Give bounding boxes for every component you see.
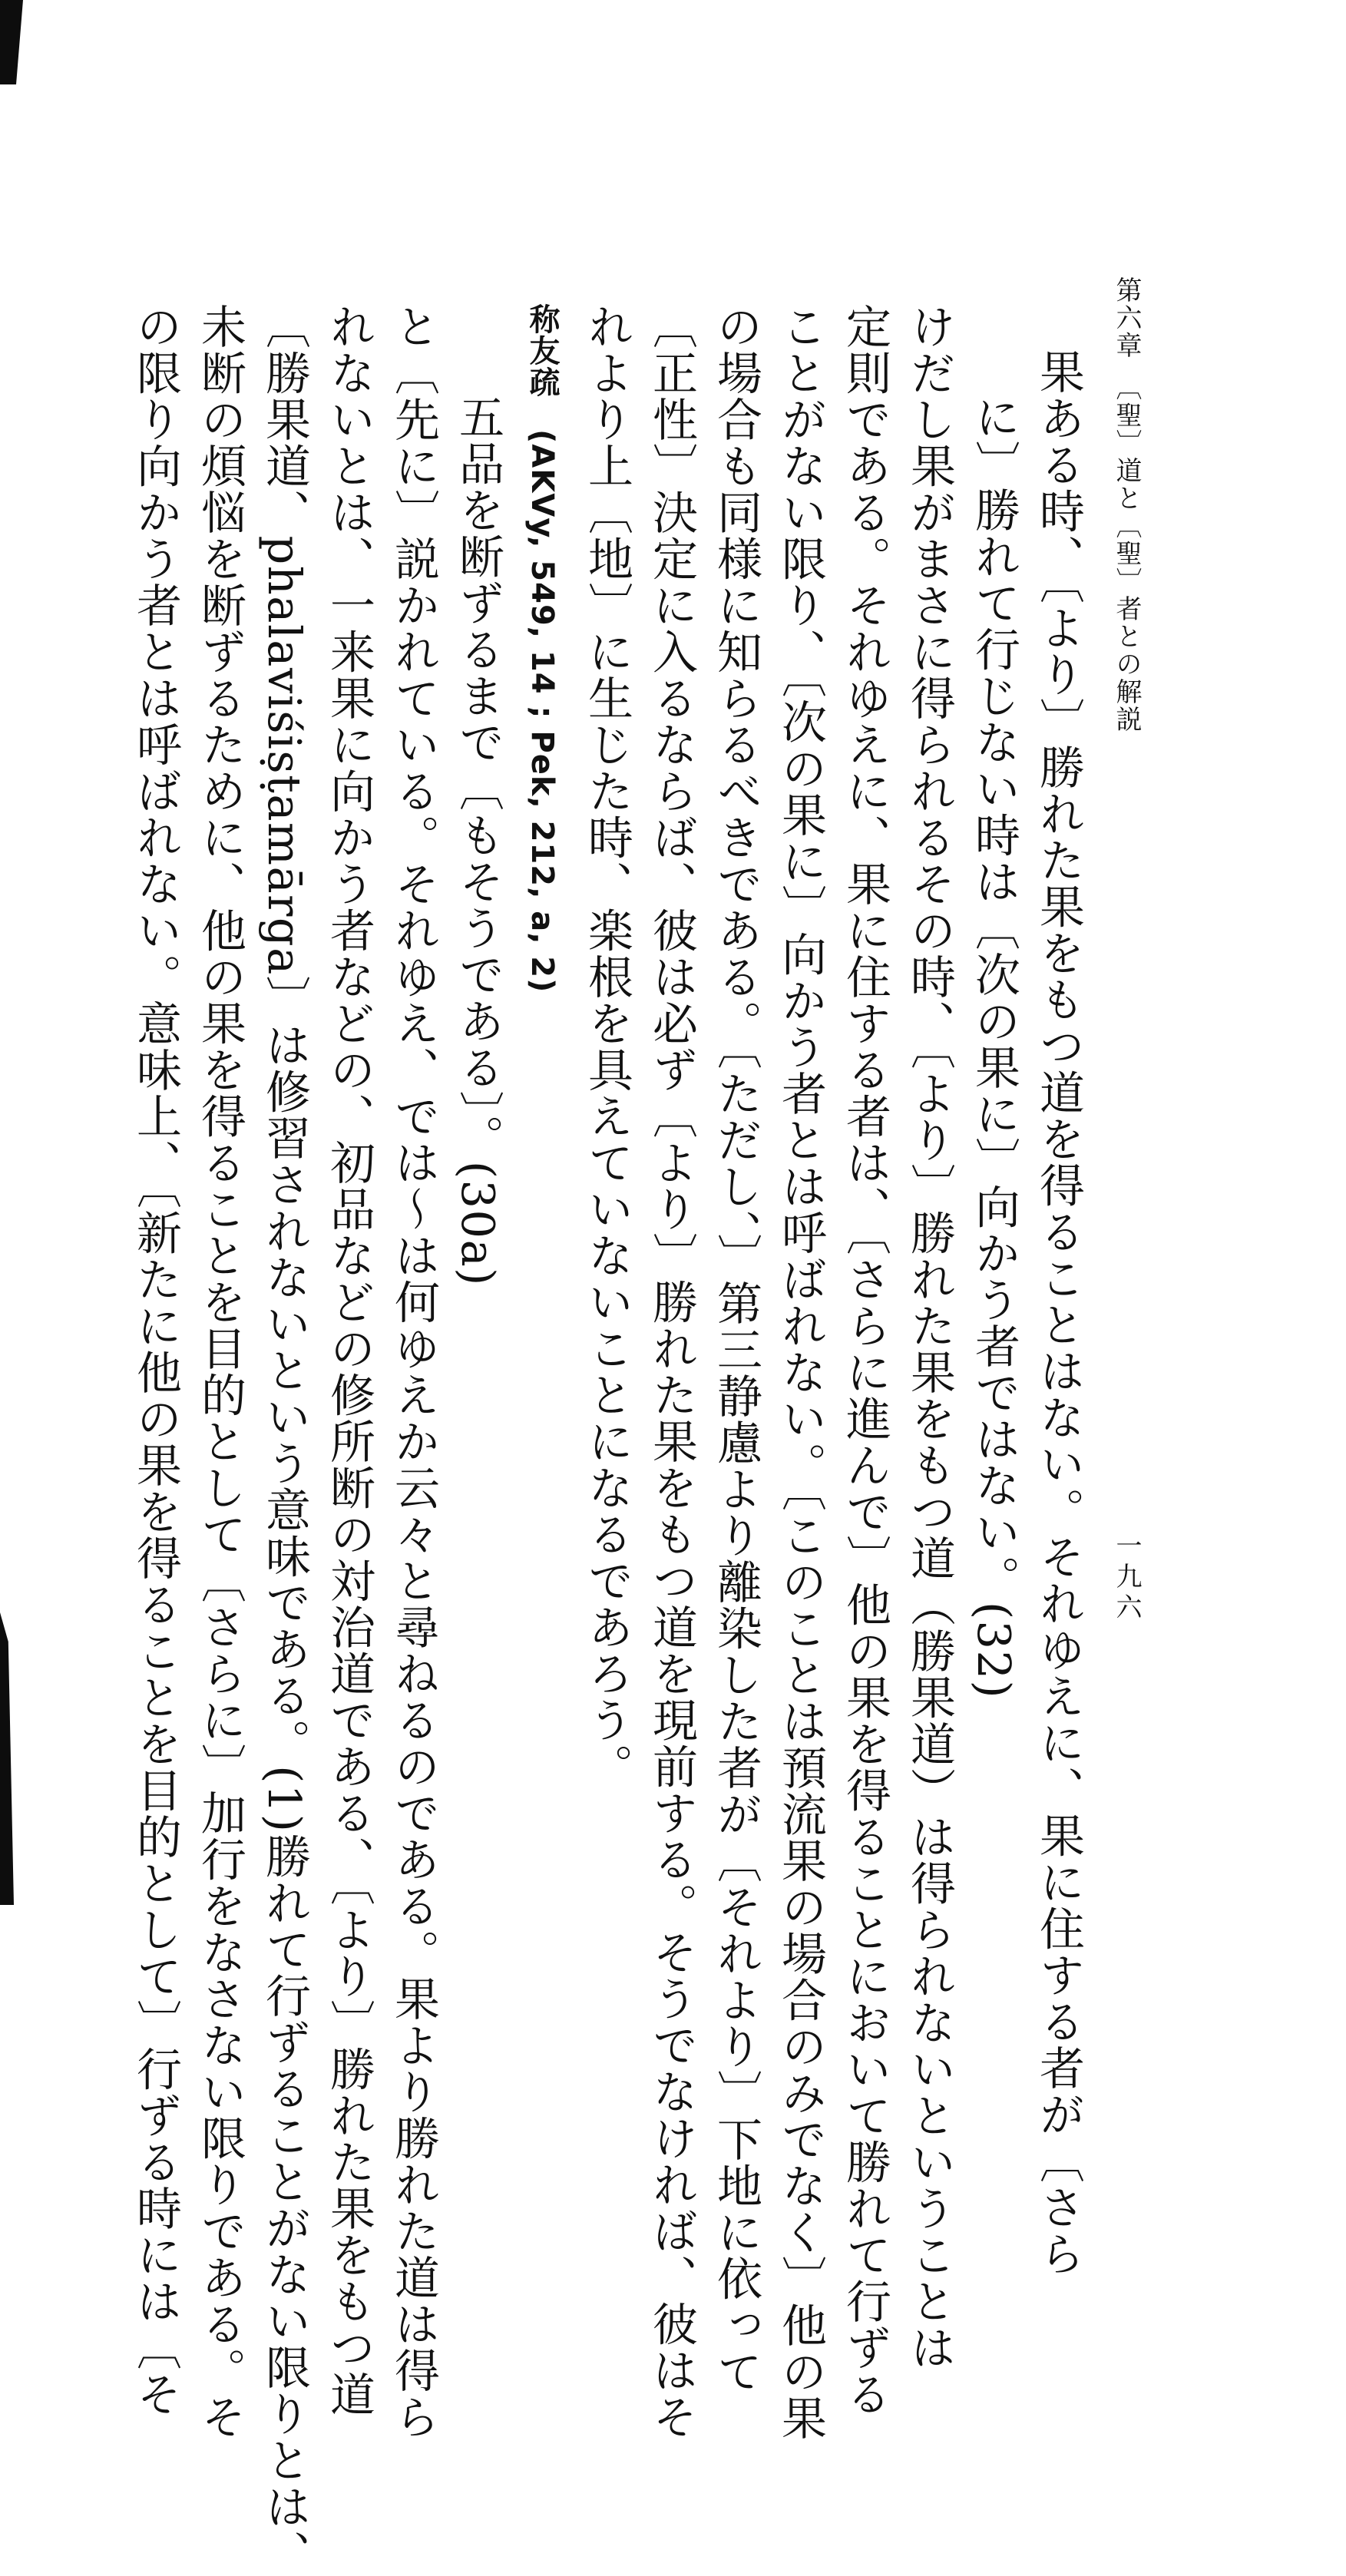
scan-edge-top — [0, 0, 23, 84]
text-line: れないとは、一来果に向かう者などの、初品などの修所断の対治道である、〔より〕勝れた果をもつ道 — [322, 303, 375, 2418]
verse-line: 果ある時、〔より〕勝れた果をもつ道を得ることはない。それゆえに、果に住する者が〔さら — [1032, 349, 1085, 2277]
text-line: と〔先に〕説かれている。それゆえ、では～は何ゆえか云々と尋ねるのである。果より勝れた道は得ら — [387, 303, 440, 2440]
scan-edge-bottom — [0, 1612, 14, 1905]
text-line: けだし果がまさに得られるその時、〔より〕勝れた果をもつ道（勝果道）は得られないということは — [903, 303, 956, 2371]
text-line: の場合も同様に知らるべきである。〔ただし、〕第三静慮より離染した者が〔それより〕下地に依って — [709, 303, 762, 2395]
text-line: ことがない限り、〔次の果に〕向かう者とは呼ばれない。〔このことは預流果の場合のみでなく〕他の果 — [774, 303, 827, 2442]
text-line: の限り向かう者とは呼ばれない。意味上、〔新たに他の果を得ることを目的として〕行ずる時には〔そ — [129, 303, 182, 2418]
verse-line: に〕勝れて行じない時は〔次の果に〕向かう者ではない。(32) — [967, 394, 1020, 1700]
verse-quote: 五品を断ずるまで〔もそうである〕。(30a) — [451, 394, 504, 1287]
text-line: 定則である。それゆえに、果に住する者は、〔さらに進んで〕他の果を得ることにおいて勝れて行ずる — [838, 303, 891, 2418]
text-line: 未断の煩悩を断ずるために、他の果を得ることを目的として〔さらに〕加行をなさない限りである。そ — [193, 303, 246, 2440]
body-text — [129, 303, 1090, 2576]
text-line: 〔正性〕決定に入るならば、彼は必ず〔より〕勝れた果をもつ道を現前する。そうでなければ、彼はそ — [645, 303, 698, 2440]
running-head: 第六章 〔聖〕道と〔聖〕者との解説 — [1111, 276, 1142, 733]
text-line: れより上〔地〕に生じた時、楽根を具えていないことになるであろう。 — [580, 303, 633, 1790]
section-heading: 称友疏 (AKVy, 549, 14 ; Pek, 212, a, 2) — [524, 303, 560, 994]
text-line: 〔勝果道、phalaviśiṣṭamārga〕は修習されないという意味である。(1)勝れて行ずることがない限りとは、 — [258, 303, 311, 2576]
page-number: 一九六 — [1111, 1532, 1142, 1624]
